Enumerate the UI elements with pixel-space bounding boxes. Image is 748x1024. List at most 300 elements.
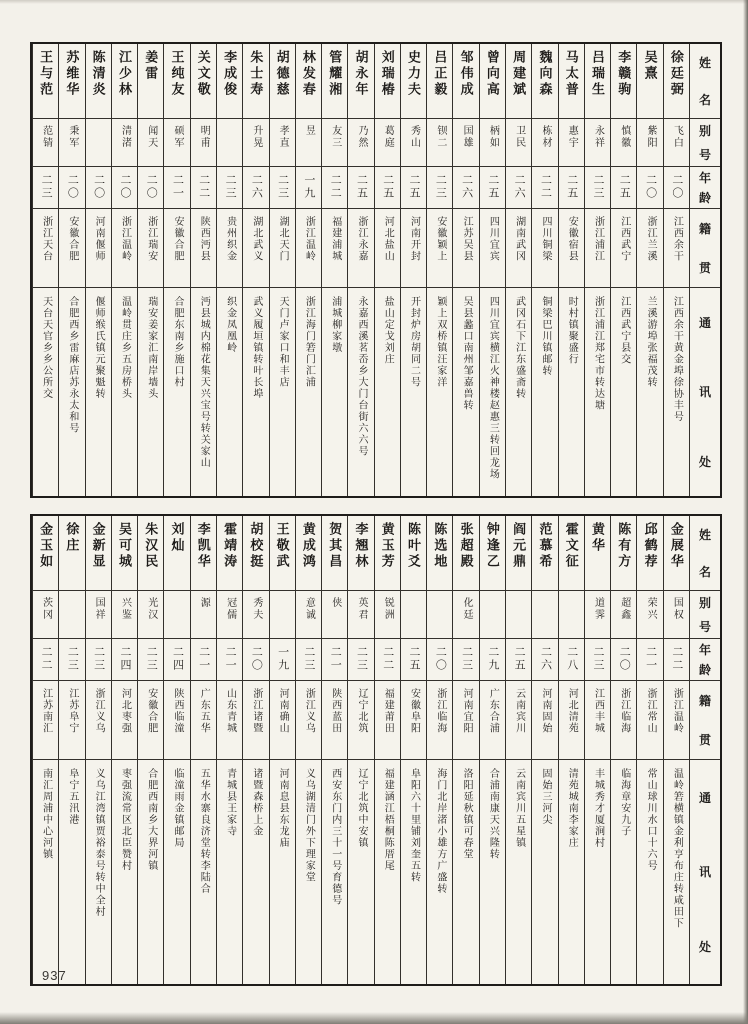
entry-origin-cell	[637, 208, 662, 287]
header-char: 年	[698, 642, 711, 657]
entry-name-cell	[191, 44, 216, 118]
entry-address: 义乌湖清门外下理家堂	[303, 768, 315, 883]
entry-name-cell	[33, 516, 58, 590]
entry-alias-cell	[401, 118, 426, 166]
entry-address-cell	[637, 287, 662, 496]
entry-age: 二三	[224, 174, 237, 200]
entry-alias: 柄如	[487, 125, 499, 149]
entry-name-cell	[112, 516, 137, 590]
entry-name-cell	[191, 516, 216, 590]
entry-name-cell	[86, 44, 111, 118]
entry-name: 徐庄	[64, 522, 80, 554]
header-alias	[690, 590, 720, 638]
entry-origin-cell	[243, 208, 268, 287]
entry-address: 瑞安姜家汇南岸墙头	[145, 296, 157, 400]
entry-column	[269, 516, 295, 984]
entry-alias-cell	[112, 118, 137, 166]
entry-alias: 钡二	[434, 125, 446, 149]
entry-column	[636, 516, 662, 984]
entry-name-cell	[86, 516, 111, 590]
entry-origin: 广东合浦	[487, 688, 499, 734]
entry-name: 胡永年	[353, 50, 369, 98]
header-age	[690, 638, 720, 680]
entry-alias-cell	[532, 118, 557, 166]
entry-origin-cell	[532, 208, 557, 287]
entry-column	[505, 516, 531, 984]
entry-age-cell	[348, 166, 373, 208]
entry-age: 二一	[171, 174, 184, 200]
entry-origin: 河南确山	[277, 688, 289, 734]
entry-origin: 江西余干	[671, 216, 683, 262]
entry-alias-cell	[427, 590, 452, 638]
entry-age: 二二	[197, 174, 210, 200]
entry-column	[269, 44, 295, 496]
entry-origin: 陕西蓝田	[329, 688, 341, 734]
entry-name-cell	[427, 44, 452, 118]
entry-origin: 河南固始	[539, 688, 551, 734]
entry-address: 盐山定戈刘庄	[382, 296, 394, 365]
entry-column	[531, 44, 557, 496]
entry-address-cell	[480, 287, 505, 496]
entry-alias-cell	[453, 590, 478, 638]
entry-column	[531, 516, 557, 984]
entry-address-cell	[59, 287, 84, 496]
entry-column	[347, 44, 373, 496]
entry-address: 颖上双桥镇汪家洋	[434, 296, 446, 388]
entry-address: 清苑城南李家庄	[566, 768, 578, 849]
entry-address-cell	[112, 759, 137, 984]
entry-origin: 四川铜梁	[539, 216, 551, 262]
entry-address-cell	[138, 759, 163, 984]
entry-alias: 源	[198, 597, 210, 609]
entry-alias: 葛庭	[382, 125, 394, 149]
entry-name-cell	[506, 44, 531, 118]
entry-age: 二六	[513, 174, 526, 200]
entry-alias-cell	[296, 590, 321, 638]
entry-age: 二三	[302, 646, 315, 672]
entry-origin-cell	[191, 680, 216, 759]
entry-alias-cell	[243, 118, 268, 166]
entry-alias-cell	[138, 590, 163, 638]
entry-name: 邱鹤荐	[642, 522, 658, 570]
entry-alias: 清渚	[119, 125, 131, 149]
entry-address-cell	[611, 287, 636, 496]
entry-address: 铜梁巴川镇邮转	[539, 296, 551, 377]
entry-origin-cell	[480, 680, 505, 759]
entry-name: 霍靖涛	[222, 522, 238, 570]
entry-age: 二〇	[66, 174, 79, 200]
entry-age: 二三	[592, 174, 605, 200]
entry-alias-cell	[506, 590, 531, 638]
entry-column	[58, 516, 84, 984]
entry-origin-cell	[243, 680, 268, 759]
entry-alias: 慎徽	[618, 125, 630, 149]
entry-alias: 永祥	[592, 125, 604, 149]
entry-age-cell	[164, 166, 189, 208]
entry-name: 林发春	[300, 50, 316, 98]
entry-address: 天台天官乡乡公所交	[40, 296, 52, 400]
entry-name-cell	[637, 44, 662, 118]
header-char: 别	[698, 596, 711, 611]
entry-name: 吕正毅	[432, 50, 448, 98]
entry-alias: 卫民	[513, 125, 525, 149]
entry-origin: 江苏阜宁	[66, 688, 78, 734]
entry-column	[426, 516, 452, 984]
entry-alias-cell	[348, 590, 373, 638]
entry-origin: 安徽合肥	[145, 688, 157, 734]
entry-age: 二五	[513, 646, 526, 672]
entry-address: 临海章安九子	[618, 768, 630, 837]
entry-name: 朱士寿	[248, 50, 264, 98]
entry-origin: 浙江临海	[434, 688, 446, 734]
entry-origin: 安徽合肥	[66, 216, 78, 262]
entry-origin-cell	[585, 208, 610, 287]
entry-age-cell	[86, 638, 111, 680]
header-char: 名	[698, 93, 711, 107]
entry-alias: 飞白	[671, 125, 683, 149]
entry-alias-cell	[480, 590, 505, 638]
entry-origin: 浙江义乌	[303, 688, 315, 734]
entry-column	[137, 44, 163, 496]
entry-origin-cell	[164, 680, 189, 759]
entry-address-cell	[164, 287, 189, 496]
entry-name-cell	[664, 44, 689, 118]
entry-age-cell	[506, 638, 531, 680]
entry-origin: 河北清苑	[566, 688, 578, 734]
scan-edge-top	[0, 0, 748, 4]
entry-age: 二六	[460, 174, 473, 200]
entry-address: 合肥西南乡大界河镇	[145, 768, 157, 872]
header-char: 贯	[698, 261, 711, 275]
entry-column	[190, 516, 216, 984]
entry-age: 二三	[276, 174, 289, 200]
entry-name-cell	[585, 44, 610, 118]
entry-name: 吕瑞生	[590, 50, 606, 98]
entry-column	[663, 44, 689, 496]
header-column	[689, 516, 720, 984]
entry-origin: 浙江温岭	[119, 216, 131, 262]
entry-alias-cell	[322, 118, 347, 166]
entry-column	[400, 44, 426, 496]
entry-alias-cell	[375, 590, 400, 638]
entry-address: 青城县王家寺	[224, 768, 236, 837]
entry-name-cell	[532, 516, 557, 590]
entry-origin-cell	[585, 680, 610, 759]
entry-column	[85, 44, 111, 496]
entry-name-cell	[375, 44, 400, 118]
entry-column	[321, 44, 347, 496]
entry-name-cell	[611, 44, 636, 118]
entry-alias-cell	[270, 590, 295, 638]
entry-origin-cell	[559, 208, 584, 287]
entry-age: 二五	[565, 174, 578, 200]
entry-address-cell	[270, 759, 295, 984]
register-table-bottom	[30, 514, 722, 986]
entry-alias: 英君	[355, 597, 367, 621]
entry-age-cell	[322, 166, 347, 208]
entry-address: 天门卢家口和丰店	[277, 296, 289, 388]
entry-age: 二〇	[250, 646, 263, 672]
entry-address: 临潼雨金镇邮局	[172, 768, 184, 849]
entry-origin-cell	[506, 680, 531, 759]
entry-name: 陈叶爻	[406, 522, 422, 570]
entry-address: 武冈石下江东盛斋转	[513, 296, 525, 400]
entry-address: 五华水寨良济堂转李陆合	[198, 768, 210, 895]
entry-age-cell	[453, 166, 478, 208]
entry-name-cell	[480, 516, 505, 590]
entry-origin-cell	[112, 208, 137, 287]
entry-alias-cell	[86, 118, 111, 166]
entry-alias: 国祥	[93, 597, 105, 621]
entry-age-cell	[296, 638, 321, 680]
entry-address-cell	[664, 759, 689, 984]
entry-age-cell	[559, 166, 584, 208]
entry-alias: 道霁	[592, 597, 604, 621]
entry-alias: 国雄	[461, 125, 473, 149]
entry-address: 合浦南康天兴隆转	[487, 768, 499, 860]
entry-address-cell	[427, 287, 452, 496]
entry-age-cell	[637, 166, 662, 208]
entry-address: 诸暨森桥上金	[250, 768, 262, 837]
entry-age-cell	[375, 638, 400, 680]
entry-age: 二二	[539, 174, 552, 200]
header-name	[690, 44, 720, 118]
page-number: 937	[42, 968, 67, 983]
entry-age-cell	[296, 166, 321, 208]
entry-column	[295, 516, 321, 984]
header-char: 号	[698, 147, 711, 162]
entry-name: 徐廷弼	[668, 50, 684, 98]
entry-address-cell	[164, 759, 189, 984]
entry-alias-cell	[217, 118, 242, 166]
entry-alias-cell	[585, 590, 610, 638]
entry-name-cell	[217, 516, 242, 590]
entry-alias-cell	[191, 590, 216, 638]
entry-column	[610, 44, 636, 496]
entry-origin: 安徽阜阳	[408, 688, 420, 734]
entry-column	[663, 516, 689, 984]
entry-name: 钟逢乙	[484, 522, 500, 570]
entry-address-cell	[506, 759, 531, 984]
entry-address: 吴县蠡口南州邹嘉兽转	[461, 296, 473, 411]
entry-origin: 浙江义乌	[93, 688, 105, 734]
entry-origin-cell	[191, 208, 216, 287]
entry-alias: 范锖	[40, 125, 52, 149]
entry-address: 西安东门内三十一号育德号	[329, 768, 341, 906]
entry-origin: 河南偃师	[93, 216, 105, 262]
entry-column	[216, 516, 242, 984]
header-char: 名	[698, 565, 711, 579]
entry-age: 二二	[40, 646, 53, 672]
entry-name-cell	[164, 44, 189, 118]
entry-address-cell	[112, 287, 137, 496]
entry-alias-cell	[559, 118, 584, 166]
entry-origin: 湖北天门	[277, 216, 289, 262]
entry-column	[58, 44, 84, 496]
entry-alias: 荣兴	[645, 597, 657, 621]
entry-column	[452, 44, 478, 496]
entry-origin: 浙江永嘉	[355, 216, 367, 262]
entry-name: 邹伟成	[458, 50, 474, 98]
header-address	[690, 287, 720, 496]
entry-origin: 浙江温岭	[303, 216, 315, 262]
entry-alias-cell	[270, 118, 295, 166]
entry-address-cell	[138, 287, 163, 496]
entry-name: 魏向森	[537, 50, 553, 98]
entry-origin-cell	[375, 208, 400, 287]
entry-age: 二三	[40, 174, 53, 200]
entry-address: 偃师缑氏镇元聚魁转	[93, 296, 105, 400]
header-char: 姓	[698, 528, 711, 542]
entry-origin: 安徽合肥	[172, 216, 184, 262]
entry-age-cell	[401, 638, 426, 680]
entry-address-cell	[480, 759, 505, 984]
entry-alias-cell	[243, 590, 268, 638]
entry-address: 兰溪游埠张福茂转	[645, 296, 657, 388]
entry-alias: 锐洲	[382, 597, 394, 621]
entry-age: 二一	[224, 646, 237, 672]
header-char: 龄	[698, 191, 711, 206]
entry-age: 二三	[145, 646, 158, 672]
header-age	[690, 166, 720, 208]
entry-name: 关文敬	[195, 50, 211, 98]
entry-age-cell	[559, 638, 584, 680]
header-char: 通	[698, 790, 711, 805]
entry-name: 吴熹	[642, 50, 658, 82]
register-table-top	[30, 42, 722, 498]
entry-origin: 湖北武义	[250, 216, 262, 262]
entry-column	[137, 516, 163, 984]
entry-address-cell	[33, 759, 58, 984]
entry-origin-cell	[112, 680, 137, 759]
entry-age: 二〇	[618, 646, 631, 672]
entry-name-cell	[559, 516, 584, 590]
entry-name: 阎元鼎	[511, 522, 527, 570]
entry-origin-cell	[401, 680, 426, 759]
entry-age: 二一	[197, 646, 210, 672]
entry-origin-cell	[296, 208, 321, 287]
entry-age-cell	[348, 638, 373, 680]
entry-name-cell	[138, 516, 163, 590]
header-char: 讯	[698, 385, 711, 400]
entry-origin-cell	[559, 680, 584, 759]
entry-column	[374, 516, 400, 984]
header-char: 姓	[698, 56, 711, 70]
entry-age: 二六	[539, 646, 552, 672]
entry-origin: 浙江天台	[40, 216, 52, 262]
entry-age: 二五	[355, 174, 368, 200]
entry-alias-cell	[559, 590, 584, 638]
entry-alias-cell	[164, 590, 189, 638]
entry-alias: 侠	[329, 597, 341, 609]
entry-origin: 江苏南汇	[40, 688, 52, 734]
entry-age: 二五	[381, 174, 394, 200]
entry-address-cell	[191, 759, 216, 984]
entry-alias-cell	[611, 590, 636, 638]
entry-age-cell	[243, 638, 268, 680]
entry-name-cell	[637, 516, 662, 590]
entry-column	[32, 44, 58, 496]
entry-name-cell	[164, 516, 189, 590]
entry-address-cell	[322, 759, 347, 984]
entry-address-cell	[427, 759, 452, 984]
entry-origin-cell	[664, 208, 689, 287]
entry-alias: 明甫	[198, 125, 210, 149]
entry-name-cell	[506, 516, 531, 590]
entry-age: 一九	[276, 646, 289, 672]
entry-name: 姜雷	[143, 50, 159, 82]
entry-name-cell	[611, 516, 636, 590]
entry-age-cell	[138, 166, 163, 208]
entry-alias-cell	[217, 590, 242, 638]
entry-alias: 秉军	[66, 125, 78, 149]
entry-origin: 河北盐山	[382, 216, 394, 262]
entry-alias-cell	[506, 118, 531, 166]
entry-column	[111, 516, 137, 984]
entry-address-cell	[664, 287, 689, 496]
entry-origin: 浙江诸暨	[250, 688, 262, 734]
header-char: 龄	[698, 663, 711, 678]
entry-address-cell	[59, 759, 84, 984]
entry-alias: 冠儒	[224, 597, 236, 621]
entry-address-cell	[453, 287, 478, 496]
entry-name: 陈选地	[432, 522, 448, 570]
entry-name: 苏维华	[64, 50, 80, 98]
entry-origin: 浙江浦江	[592, 216, 604, 262]
entry-origin: 云南宾川	[513, 688, 525, 734]
entry-origin-cell	[664, 680, 689, 759]
entry-address: 四川宜宾横江火神楼赵惠三转回龙场	[487, 296, 499, 480]
entry-address: 江西余干黄金埠徐协丰号	[671, 296, 683, 423]
entry-column	[85, 516, 111, 984]
entry-address-cell	[33, 287, 58, 496]
entry-address-cell	[191, 287, 216, 496]
entry-name-cell	[401, 44, 426, 118]
header-char: 贯	[698, 733, 711, 747]
entry-age-cell	[217, 638, 242, 680]
entry-age: 二三	[66, 646, 79, 672]
entry-age: 二一	[644, 646, 657, 672]
entry-alias: 惠宇	[566, 125, 578, 149]
entry-age: 二〇	[644, 174, 657, 200]
entry-name-cell	[296, 516, 321, 590]
entry-column	[321, 516, 347, 984]
entry-column	[610, 516, 636, 984]
header-name	[690, 516, 720, 590]
entry-column	[242, 44, 268, 496]
entry-age-cell	[59, 166, 84, 208]
entry-alias-cell	[480, 118, 505, 166]
entry-alias-cell	[637, 590, 662, 638]
entry-age: 二三	[460, 646, 473, 672]
header-char: 讯	[698, 865, 711, 880]
entry-name-cell	[532, 44, 557, 118]
entry-origin-cell	[296, 680, 321, 759]
entry-age-cell	[138, 638, 163, 680]
entry-alias: 紫阳	[645, 125, 657, 149]
entry-name: 王敬武	[274, 522, 290, 570]
entry-origin: 江苏吴县	[461, 216, 473, 262]
entry-name-cell	[453, 44, 478, 118]
entry-column	[216, 44, 242, 496]
entry-name: 金展华	[668, 522, 684, 570]
entry-name: 张超殿	[458, 522, 474, 570]
entry-alias-cell	[375, 118, 400, 166]
entry-alias-cell	[348, 118, 373, 166]
entry-age-cell	[637, 638, 662, 680]
entry-age: 二三	[92, 646, 105, 672]
entry-name-cell	[427, 516, 452, 590]
